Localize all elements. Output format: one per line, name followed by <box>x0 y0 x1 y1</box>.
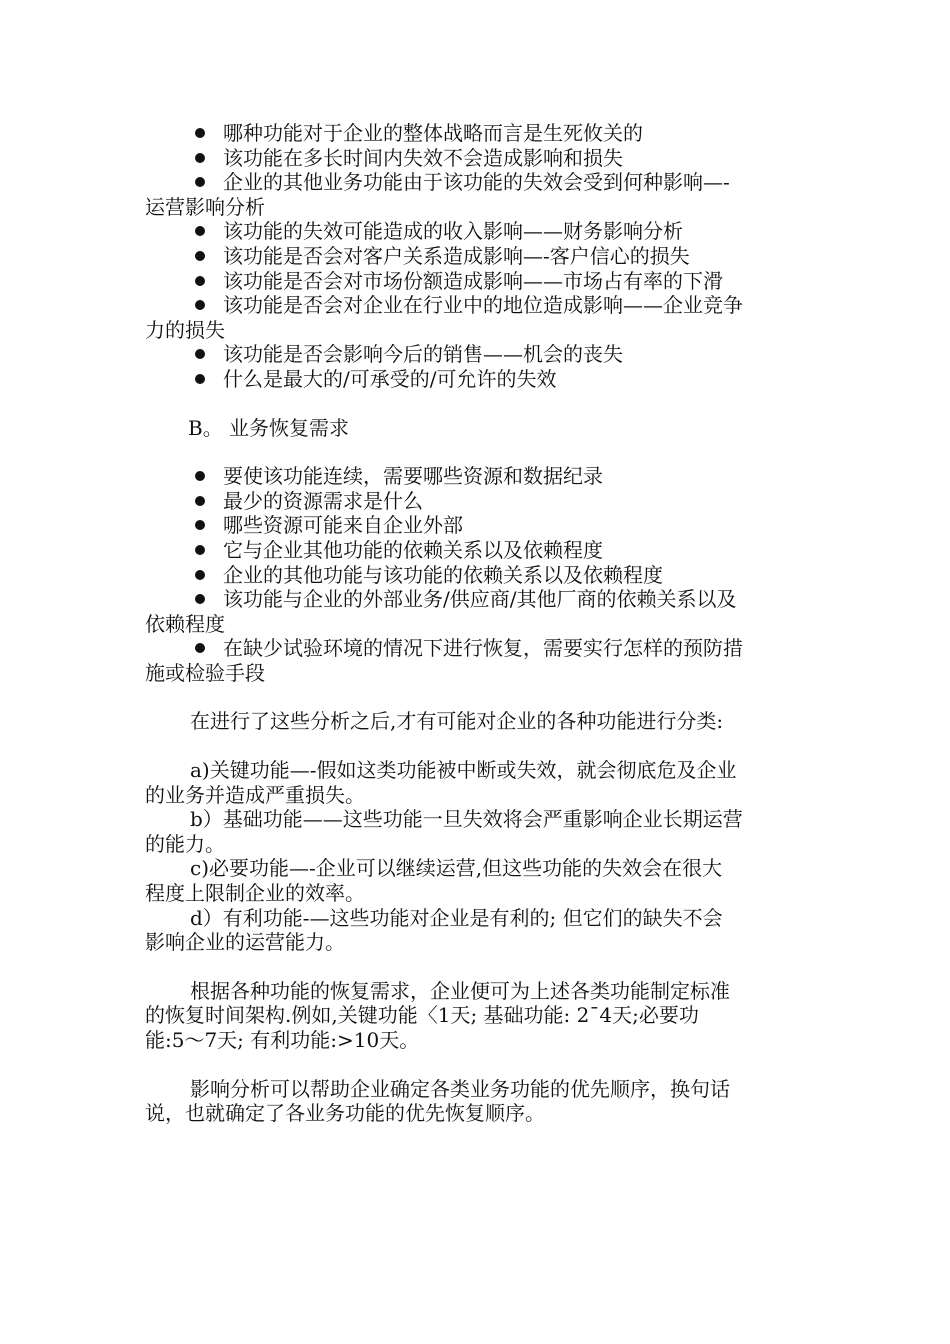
bullet-icon <box>195 349 205 359</box>
bullet-icon <box>195 471 205 481</box>
classification-continuation: 的业务并造成严重损失。 <box>145 782 365 807</box>
classification-continuation: 程度上限制企业的效率。 <box>145 881 365 906</box>
analysis-intro: 在进行了这些分析之后,才有可能对企业的各种功能进行分类: <box>190 709 724 734</box>
list-item: 该功能是否会对市场份额造成影响——市场占有率的下滑 <box>145 269 810 294</box>
list-item-continuation: 力的损失 <box>145 317 225 342</box>
bullet-icon <box>195 374 205 384</box>
list-item: 企业的其他功能与该功能的依赖关系以及依赖程度 <box>145 563 810 588</box>
paragraph-line: 说，也就确定了各业务功能的优先恢复顺序。 <box>145 1101 545 1126</box>
list-item: 哪种功能对于企业的整体战略而言是生死攸关的 <box>145 121 810 146</box>
list-item-continuation: 依赖程度 <box>145 611 225 636</box>
list-item-continuation: 运营影响分析 <box>145 194 265 219</box>
list-item: 该功能的失效可能造成的收入影响——财务影响分析 <box>145 219 810 244</box>
list-item: 它与企业其他功能的依赖关系以及依赖程度 <box>145 538 810 563</box>
list-item: 该功能是否会对客户关系造成影响—-客户信心的损失 <box>145 244 810 269</box>
bullet-icon <box>195 496 205 506</box>
classification-list <box>145 758 810 955</box>
recovery-paragraph <box>145 979 810 1053</box>
spacer <box>145 392 810 416</box>
section-a-list <box>145 121 810 392</box>
list-item: 该功能是否会对企业在行业中的地位造成影响——企业竞争 <box>145 293 810 318</box>
list-item: 该功能与企业的外部业务/供应商/其他厂商的依赖关系以及 <box>145 587 810 612</box>
bullet-icon <box>195 276 205 286</box>
list-item: 在缺少试验环境的情况下进行恢复，需要实行怎样的预防措 <box>145 636 810 661</box>
bullet-icon <box>195 643 205 653</box>
bullet-icon <box>195 177 205 187</box>
spacer <box>145 955 810 979</box>
classification-continuation: 的能力。 <box>145 831 225 856</box>
list-item: 哪些资源可能来自企业外部 <box>145 513 810 538</box>
bullet-icon <box>195 153 205 163</box>
paragraph-line: 的恢复时间架构.例如,关键功能〈1天; 基础功能: 2¯4天;必要功 <box>145 1003 699 1028</box>
paragraph-line: 根据各种功能的恢复需求，企业便可为上述各类功能制定标准 <box>190 978 730 1003</box>
classification-item: c)必要功能—-企业可以继续运营,但这些功能的失效会在很大 <box>190 856 723 881</box>
list-item: 该功能在多长时间内失效不会造成影响和损失 <box>145 146 810 171</box>
bullet-icon <box>195 570 205 580</box>
spacer <box>145 440 810 464</box>
spacer <box>145 734 810 758</box>
classification-continuation: 影响企业的运营能力。 <box>145 930 345 955</box>
spacer <box>145 1053 810 1077</box>
bullet-icon <box>195 300 205 310</box>
list-item: 要使该功能连续，需要哪些资源和数据纪录 <box>145 464 810 489</box>
list-item: 企业的其他业务功能由于该功能的失效会受到何种影响—- <box>145 170 810 195</box>
bullet-icon <box>195 226 205 236</box>
section-b-heading: B。 业务恢复需求 <box>188 415 350 440</box>
classification-item: b）基础功能——这些功能一旦失效将会严重影响企业长期运营 <box>190 807 743 832</box>
document-page <box>145 121 810 1126</box>
section-b-list <box>145 464 810 685</box>
list-item: 最少的资源需求是什么 <box>145 489 810 514</box>
bullet-icon <box>195 545 205 555</box>
paragraph-line: 能:5～7天; 有利功能:>10天。 <box>145 1028 420 1052</box>
list-item-continuation: 施或检验手段 <box>145 660 265 685</box>
list-item: 该功能是否会影响今后的销售——机会的丧失 <box>145 342 810 367</box>
priority-paragraph <box>145 1077 810 1126</box>
spacer <box>145 685 810 709</box>
bullet-icon <box>195 128 205 138</box>
bullet-icon <box>195 520 205 530</box>
bullet-icon <box>195 594 205 604</box>
list-item: 什么是最大的/可承受的/可允许的失效 <box>145 367 810 392</box>
paragraph-line: 影响分析可以帮助企业确定各类业务功能的优先顺序，换句话 <box>190 1076 730 1101</box>
bullet-icon <box>195 251 205 261</box>
classification-item: d）有利功能-—这些功能对企业是有利的; 但它们的缺失不会 <box>190 905 723 930</box>
classification-item: a)关键功能—-假如这类功能被中断或失效，就会彻底危及企业 <box>190 758 737 783</box>
